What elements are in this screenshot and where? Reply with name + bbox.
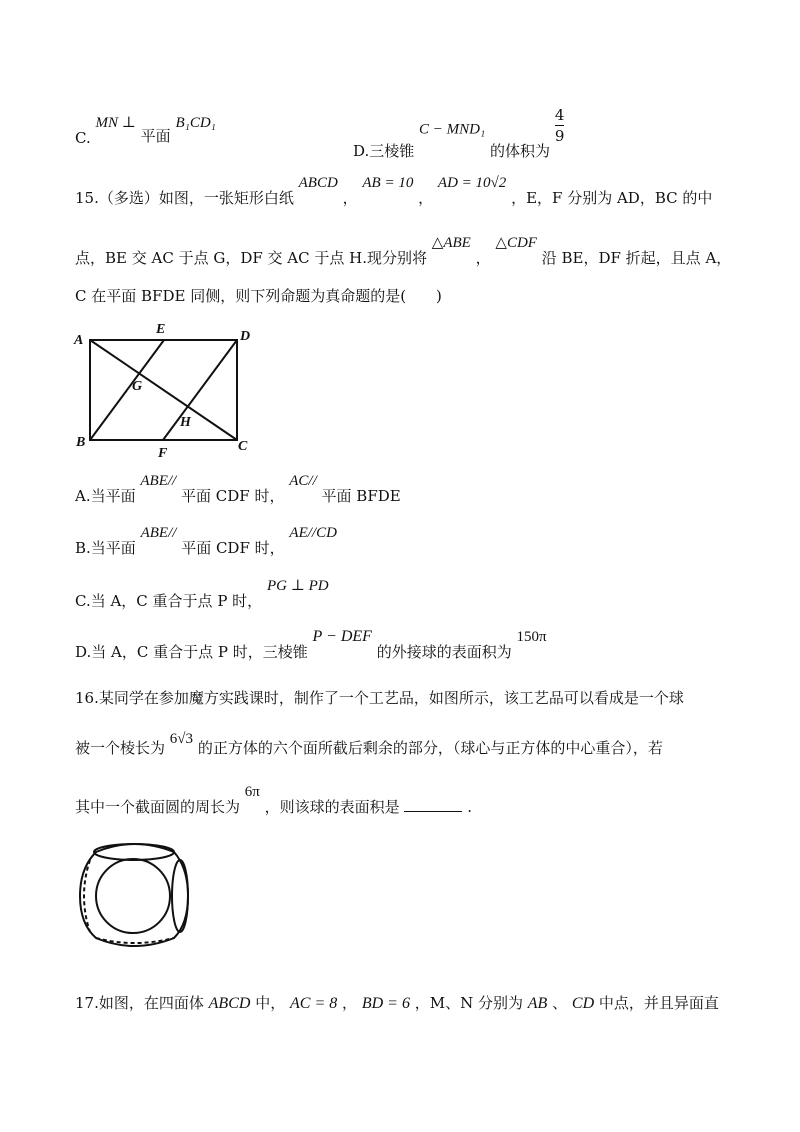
label-g: G xyxy=(132,379,143,394)
math-expression: MN ⊥ xyxy=(95,115,136,131)
math-expression: AD = 10√2 xyxy=(437,175,507,191)
math-expression: AE//CD xyxy=(289,525,337,541)
math-expression: B₁CD₁ xyxy=(175,115,216,131)
math-expression: 150π xyxy=(516,629,547,645)
option-text: 的外接球的表面积为 xyxy=(376,643,512,661)
q16-line-2 xyxy=(75,731,663,759)
option-text: 平面 BFDE xyxy=(321,487,401,505)
math-expression: P − DEF xyxy=(312,628,372,645)
math-expression: CD xyxy=(571,995,595,1012)
math-expression: AC = 8 xyxy=(290,995,338,1012)
question-text: C 在平面 BFDE 同侧，则下列命题为真命题的是( ) xyxy=(75,287,442,305)
math-expression: PG ⊥ PD xyxy=(266,578,329,594)
front-cut-circle xyxy=(96,859,170,933)
question-text: 沿 BE，DF 折起，且点 A， xyxy=(541,249,732,267)
option-label: C. xyxy=(75,129,91,147)
label-h: H xyxy=(180,415,191,430)
question-text: 、 xyxy=(552,994,568,1012)
q15-line-1 xyxy=(75,175,713,209)
option-d-prev xyxy=(353,106,565,160)
option-text: C.当 A，C 重合于点 P 时， xyxy=(75,592,263,610)
question-text: 17.如图，在四面体 xyxy=(75,994,204,1012)
right-cut-circle xyxy=(172,860,188,932)
math-expression: AB xyxy=(527,995,548,1012)
question-text: ， xyxy=(342,994,358,1012)
option-c-prev xyxy=(75,115,216,149)
math-expression: ABCD xyxy=(208,995,251,1012)
math-expression: BD = 6 xyxy=(361,995,410,1012)
label-b: B xyxy=(76,435,86,450)
math-expression: ABCD xyxy=(298,175,338,191)
question-text: 被一个棱长为 xyxy=(75,739,166,757)
q15-option-c xyxy=(75,578,329,612)
option-text: A.当平面 xyxy=(75,487,136,505)
question-text: ，E，F 分别为 AD，BC 的中 xyxy=(511,189,713,207)
answer-blank[interactable] xyxy=(404,797,462,812)
option-text: 平面 CDF 时， xyxy=(181,539,285,557)
question-text: 15.（多选）如图，一张矩形白纸 xyxy=(75,189,294,207)
fraction-four-ninths xyxy=(555,106,565,145)
separator: ， xyxy=(342,189,358,207)
math-expression: 6π xyxy=(244,784,260,800)
q15-line-3 xyxy=(75,286,442,306)
math-expression: △CDF xyxy=(495,235,537,251)
fraction-denominator: 9 xyxy=(554,127,565,145)
diagonal-ac xyxy=(90,340,237,440)
label-a: A xyxy=(74,333,84,348)
option-label: D.三棱锥 xyxy=(353,141,415,160)
label-d: D xyxy=(240,329,251,344)
segment-df xyxy=(163,340,237,440)
question-text: . xyxy=(467,798,473,816)
question-text: 点，BE 交 AC 于点 G，DF 交 AC 于点 H.现分别将 xyxy=(75,249,428,267)
segment-be xyxy=(90,340,164,440)
q17-line-1 xyxy=(75,993,719,1014)
separator: ， xyxy=(475,249,491,267)
option-text: D.当 A，C 重合于点 P 时，三棱锥 xyxy=(75,643,308,661)
question-text: ，则该球的表面积是 xyxy=(264,798,400,816)
sphere-cube-figure xyxy=(70,838,200,953)
option-text: B.当平面 xyxy=(75,539,136,557)
math-expression: ABE// xyxy=(140,525,177,541)
rectangle-figure xyxy=(70,318,260,460)
separator: ， xyxy=(418,189,434,207)
math-expression: 6√3 xyxy=(169,731,194,747)
plane-text: 平面 xyxy=(140,127,171,145)
q15-option-a xyxy=(75,473,401,507)
label-f: F xyxy=(158,446,168,460)
fraction-numerator: 4 xyxy=(554,106,565,124)
math-expression: △ABE xyxy=(431,235,471,251)
math-expression: C − MND₁ xyxy=(419,121,486,138)
question-text: 中， xyxy=(255,994,286,1012)
volume-text: 的体积为 xyxy=(490,141,551,160)
question-text: 中点，并且异面直 xyxy=(598,994,719,1012)
label-c: C xyxy=(238,439,248,454)
q15-option-d xyxy=(75,628,547,663)
q15-line-2 xyxy=(75,235,732,269)
math-expression: AB = 10 xyxy=(362,175,414,191)
q16-line-1 xyxy=(75,688,684,708)
question-text: 的正方体的六个面所截后剩余的部分，（球心与正方体的中心重合），若 xyxy=(197,739,663,757)
math-expression: ABE// xyxy=(140,473,177,489)
math-expression: AC// xyxy=(289,473,317,489)
q15-option-b xyxy=(75,525,337,559)
question-text: ，M、N 分别为 xyxy=(414,994,523,1012)
question-text: 其中一个截面圆的周长为 xyxy=(75,798,241,816)
top-cut-circle xyxy=(94,844,174,860)
question-text: 16.某同学在参加魔方实践课时，制作了一个工艺品，如图所示，该工艺品可以看成是一个球 xyxy=(75,689,684,707)
label-e: E xyxy=(156,322,166,337)
q16-line-3 xyxy=(75,784,473,818)
option-text: 平面 CDF 时， xyxy=(181,487,285,505)
